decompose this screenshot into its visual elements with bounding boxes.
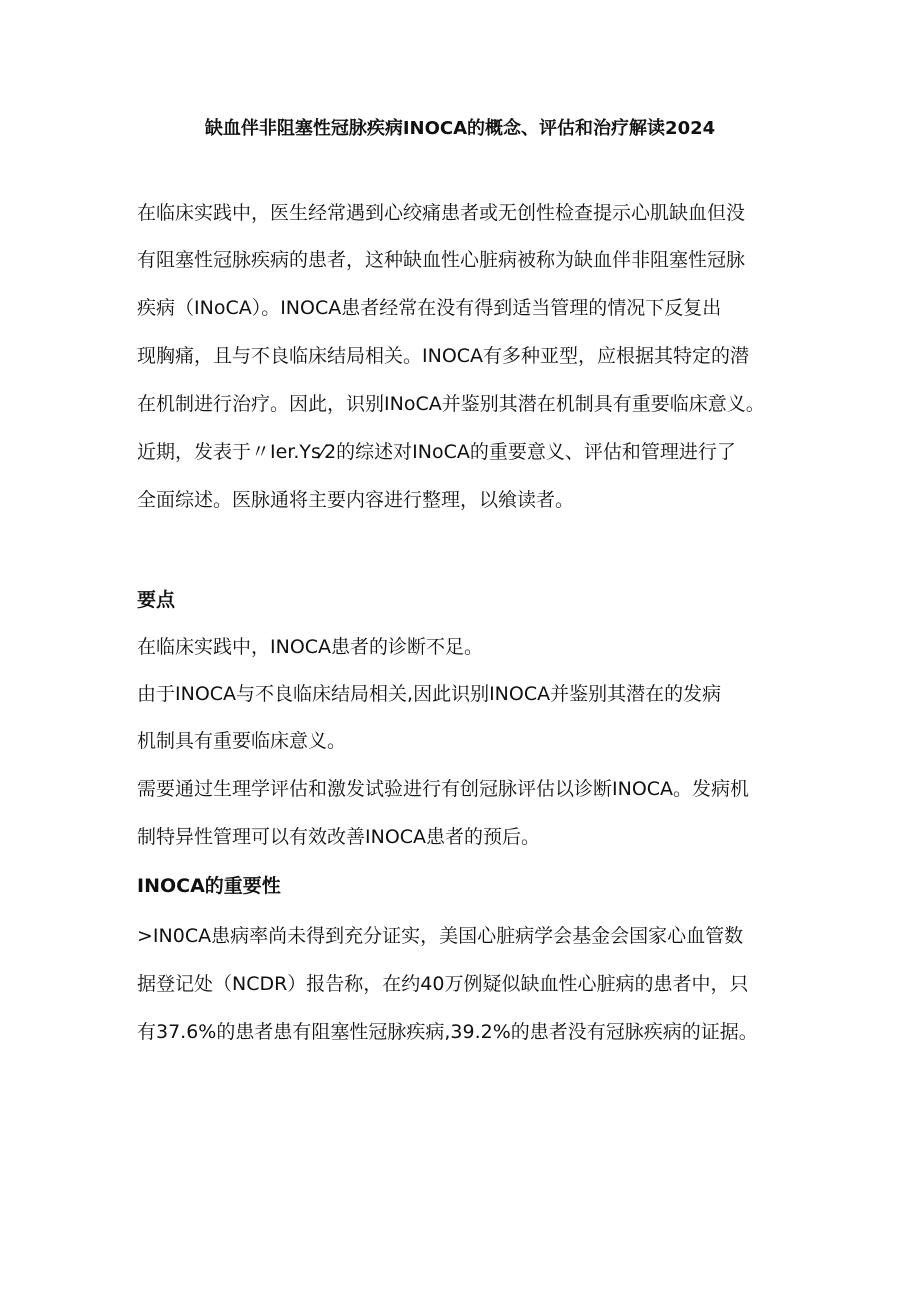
importance-heading: INOCA的重要性 [137,875,281,897]
key-point-line: 制特异性管理可以有效改善INOCA患者的预后。 [137,826,541,848]
key-point-line: 由于INOCA与不良临床结局相关,因此识别INOCA并鉴别其潜在的发病 [137,683,722,705]
intro-line: 现胸痛，且与不良临床结局相关。INOCA有多种亚型，应根据其特定的潜 [137,345,750,367]
key-points-heading: 要点 [137,589,176,611]
key-point-line: 机制具有重要临床意义。 [137,730,347,752]
intro-line: 在临床实践中，医生经常遇到心绞痛患者或无创性检查提示心肌缺血但没 [137,202,746,224]
intro-line: 有阻塞性冠脉疾病的患者，这种缺血性心脏病被称为缺血伴非阻塞性冠脉 [137,249,746,271]
key-point-line: 在临床实践中，INOCA患者的诊断不足。 [137,636,484,658]
intro-line: 全面综述。医脉通将主要内容进行整理，以飨读者。 [137,489,575,511]
intro-line: 近期，发表于〃Ier.Ys⁄2的综述对INoCA的重要意义、评估和管理进行了 [137,441,736,463]
key-point-line: 需要通过生理学评估和激发试验进行有创冠脉评估以诊断INOCA。发病机 [137,778,750,800]
importance-line: 据登记处（NCDR）报告称，在约40万例疑似缺血性心脏病的患者中，只 [137,973,749,995]
intro-line: 在机制进行治疗。因此，识别INoCA并鉴别其潜在机制具有重要临床意义。 [137,393,765,415]
importance-line: >IN0CA患病率尚未得到充分证实，美国心脏病学会基金会国家心血管数 [137,925,744,947]
document-title: 缺血伴非阻塞性冠脉疾病INOCA的概念、评估和治疗解读2024 [204,118,716,139]
importance-line: 有37.6%的患者患有阻塞性冠脉疾病,39.2%的患者没有冠脉疾病的证据。 [137,1021,758,1043]
intro-line: 疾病（INoCA）。INOCA患者经常在没有得到适当管理的情况下反复出 [137,297,722,319]
